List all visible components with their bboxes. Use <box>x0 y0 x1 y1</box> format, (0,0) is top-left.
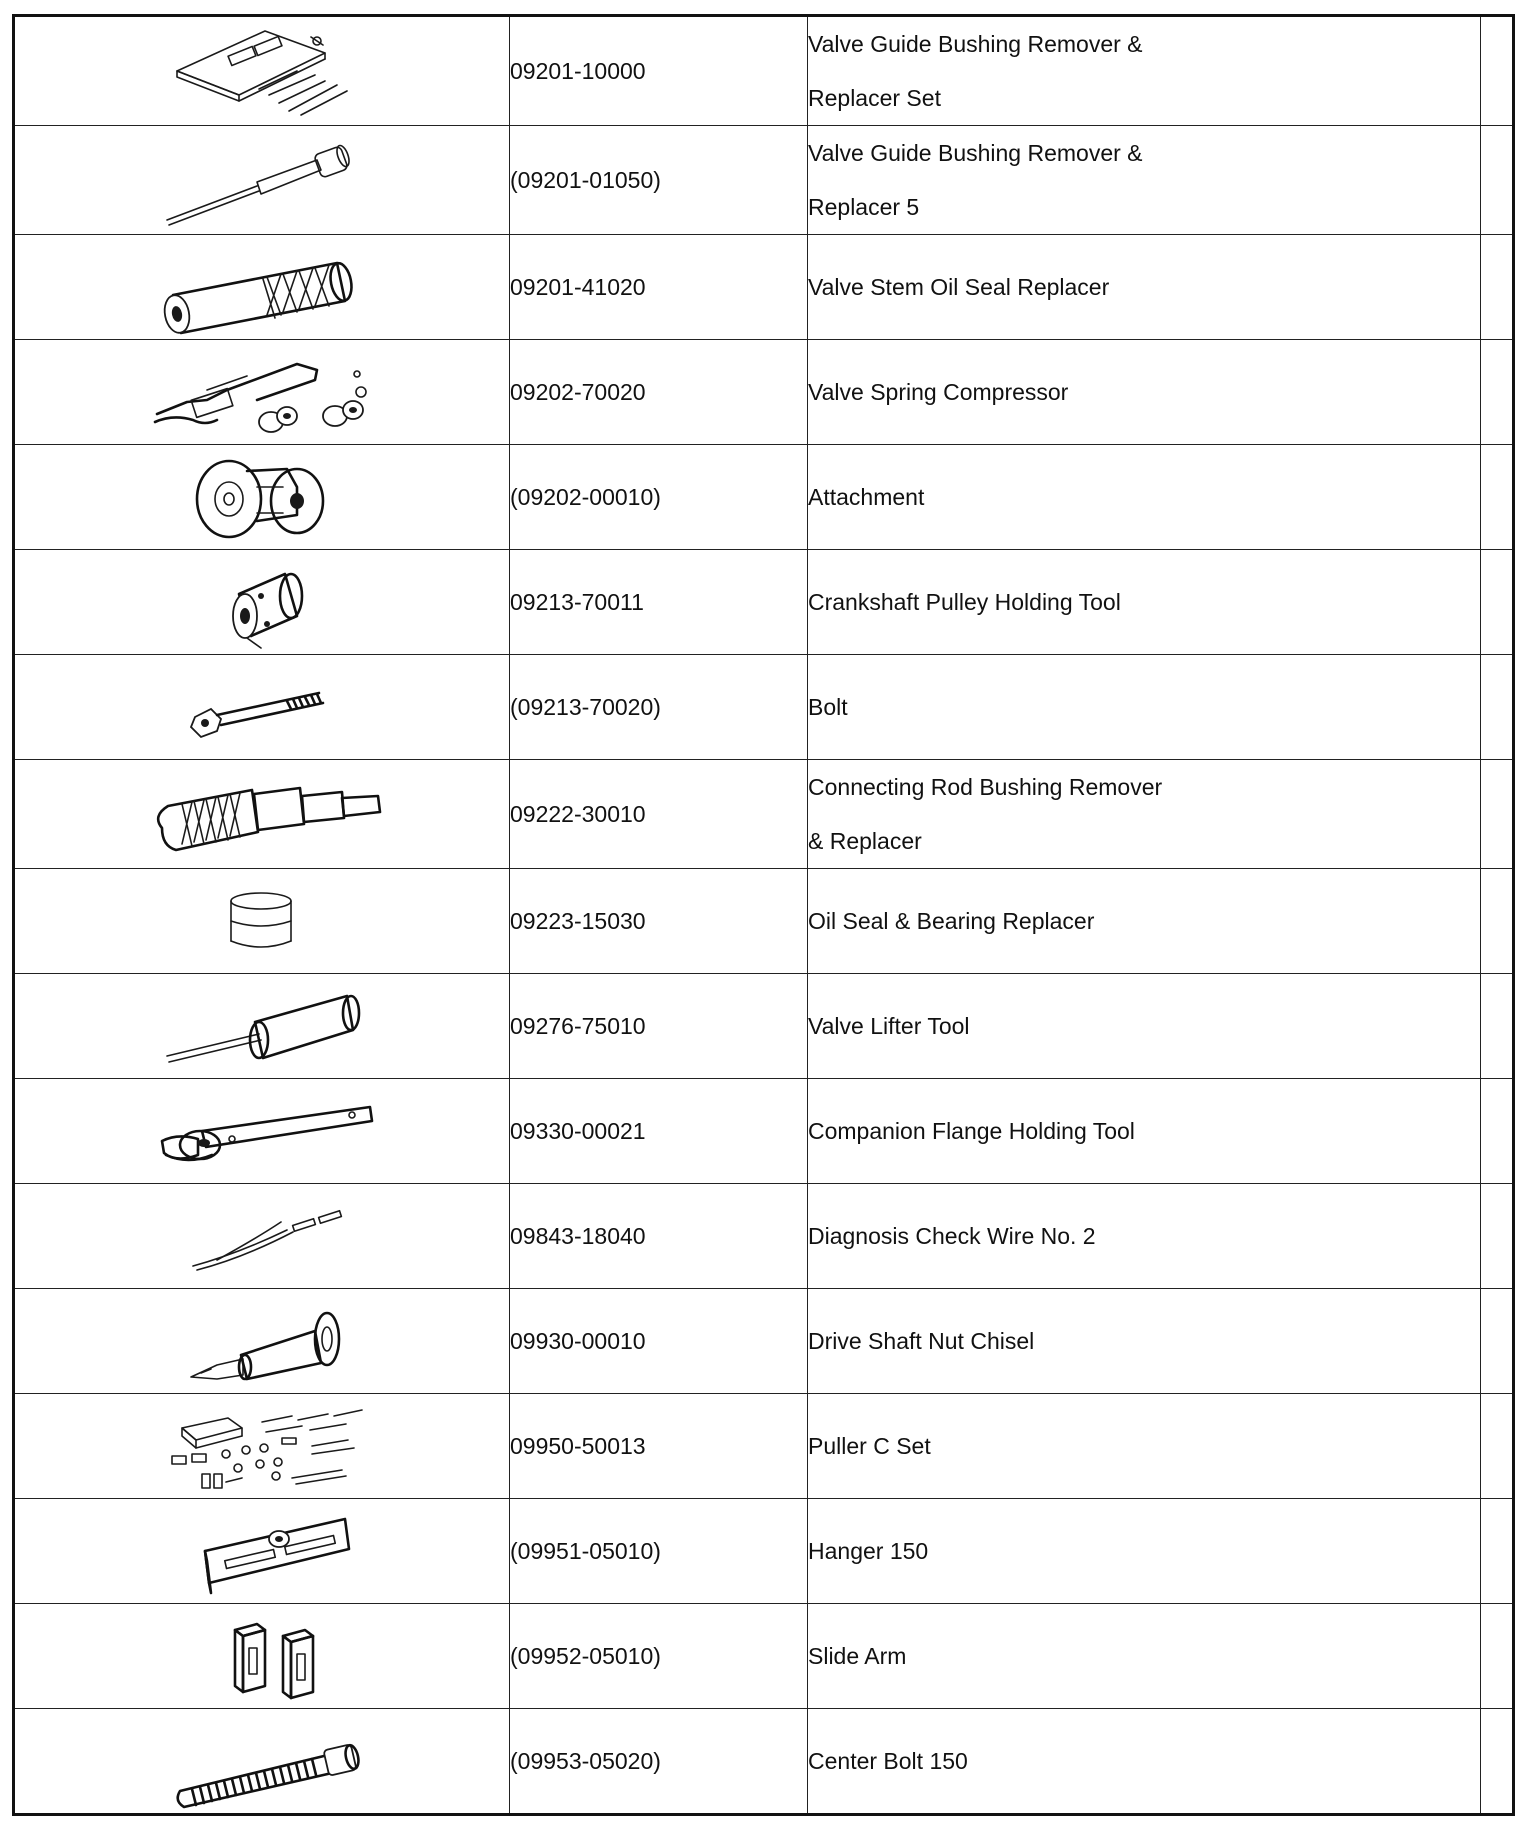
table-row <box>14 869 1514 974</box>
notes-cell <box>1481 550 1514 655</box>
notes-cell <box>1481 974 1514 1079</box>
tool-image-cell <box>14 1289 510 1394</box>
tool-name <box>808 1394 1481 1499</box>
tool-image-cell <box>14 16 510 126</box>
tool-name-line: Replacer 5 <box>808 194 920 220</box>
valve-guide-bushing-set-icon <box>147 23 377 119</box>
part-number: 09201-41020 <box>510 235 808 340</box>
tool-name <box>808 445 1481 550</box>
tool-name <box>808 550 1481 655</box>
notes-cell <box>1481 445 1514 550</box>
tool-image-cell <box>14 445 510 550</box>
notes-cell <box>1481 655 1514 760</box>
table-row <box>14 1289 1514 1394</box>
tool-name-line: & Replacer <box>808 828 922 854</box>
part-number: 09201-10000 <box>510 16 808 126</box>
tool-name-line: Oil Seal & Bearing Replacer <box>808 908 1095 934</box>
table-row <box>14 1394 1514 1499</box>
tool-image-cell <box>14 550 510 655</box>
table-row <box>14 1079 1514 1184</box>
table-row <box>14 445 1514 550</box>
tool-name-line: Companion Flange Holding Tool <box>808 1118 1135 1144</box>
tool-image-cell <box>14 1709 510 1815</box>
part-number: 09276-75010 <box>510 974 808 1079</box>
table-row <box>14 235 1514 340</box>
tool-image-cell <box>14 340 510 445</box>
check-wire-icon <box>147 1188 377 1284</box>
part-number: (09951-05010) <box>510 1499 808 1604</box>
puller-set-icon <box>142 1398 382 1494</box>
tool-name <box>808 1184 1481 1289</box>
part-number: 09222-30010 <box>510 760 808 869</box>
notes-cell <box>1481 126 1514 235</box>
tool-name <box>808 1604 1481 1709</box>
tool-name <box>808 869 1481 974</box>
tool-name <box>808 235 1481 340</box>
table-row <box>14 1709 1514 1815</box>
table-row <box>14 340 1514 445</box>
notes-cell <box>1481 16 1514 126</box>
part-number: (09952-05010) <box>510 1604 808 1709</box>
table-row <box>14 1499 1514 1604</box>
notes-cell <box>1481 1604 1514 1709</box>
hanger-icon <box>147 1503 377 1599</box>
tool-name-line: Attachment <box>808 484 925 510</box>
notes-cell <box>1481 1289 1514 1394</box>
special-tools-sheet <box>12 14 1512 1818</box>
tool-name-line: Diagnosis Check Wire No. 2 <box>808 1223 1096 1249</box>
slide-arm-icon <box>147 1608 377 1704</box>
part-number: 09930-00010 <box>510 1289 808 1394</box>
part-number: 09330-00021 <box>510 1079 808 1184</box>
nut-chisel-icon <box>147 1293 377 1389</box>
tool-name-line: Valve Spring Compressor <box>808 379 1069 405</box>
tool-image-cell <box>14 760 510 869</box>
table-row <box>14 974 1514 1079</box>
tool-name <box>808 655 1481 760</box>
notes-cell <box>1481 1394 1514 1499</box>
table-row <box>14 126 1514 235</box>
tool-name-line: Center Bolt 150 <box>808 1748 968 1774</box>
tool-image-cell <box>14 974 510 1079</box>
tool-name-line: Connecting Rod Bushing Remover <box>808 774 1163 800</box>
part-number: (09202-00010) <box>510 445 808 550</box>
tool-name <box>808 760 1481 869</box>
part-number: 09202-70020 <box>510 340 808 445</box>
tool-name-line: Hanger 150 <box>808 1538 929 1564</box>
part-number: 09223-15030 <box>510 869 808 974</box>
tool-image-cell <box>14 655 510 760</box>
notes-cell <box>1481 1184 1514 1289</box>
oil-seal-replacer-icon <box>147 239 377 335</box>
tool-image-cell <box>14 1394 510 1499</box>
tool-name-line: Replacer Set <box>808 85 941 111</box>
tool-name-line: Puller C Set <box>808 1433 931 1459</box>
notes-cell <box>1481 1499 1514 1604</box>
tool-name <box>808 126 1481 235</box>
tool-name <box>808 16 1481 126</box>
tool-name <box>808 1709 1481 1815</box>
table-row <box>14 550 1514 655</box>
tool-image-cell <box>14 126 510 235</box>
pulley-holding-tool-icon <box>147 554 377 650</box>
tool-image-cell <box>14 869 510 974</box>
tool-image-cell <box>14 1079 510 1184</box>
bearing-replacer-cup-icon <box>147 873 377 969</box>
tool-name <box>808 1289 1481 1394</box>
table-row <box>14 16 1514 126</box>
valve-lifter-tool-icon <box>147 978 377 1074</box>
tool-image-cell <box>14 1499 510 1604</box>
notes-cell <box>1481 869 1514 974</box>
flange-holding-tool-icon <box>142 1083 382 1179</box>
tool-name-line: Crankshaft Pulley Holding Tool <box>808 589 1121 615</box>
rod-bushing-remover-icon <box>132 766 392 862</box>
tool-name-line: Valve Stem Oil Seal Replacer <box>808 274 1110 300</box>
bolt-icon <box>147 659 377 755</box>
notes-cell <box>1481 340 1514 445</box>
part-number: (09213-70020) <box>510 655 808 760</box>
part-number: 09843-18040 <box>510 1184 808 1289</box>
part-number: (09201-01050) <box>510 126 808 235</box>
table-row <box>14 1604 1514 1709</box>
tool-name-line: Valve Lifter Tool <box>808 1013 970 1039</box>
table-row <box>14 760 1514 869</box>
spring-compressor-icon <box>147 344 377 440</box>
tool-name <box>808 340 1481 445</box>
notes-cell <box>1481 760 1514 869</box>
tool-name <box>808 1079 1481 1184</box>
part-number: 09213-70011 <box>510 550 808 655</box>
center-bolt-icon <box>142 1713 382 1809</box>
part-number: (09953-05020) <box>510 1709 808 1815</box>
tool-name <box>808 1499 1481 1604</box>
tool-name-line: Bolt <box>808 694 848 720</box>
tool-name-line: Drive Shaft Nut Chisel <box>808 1328 1035 1354</box>
tool-name-line: Valve Guide Bushing Remover & <box>808 31 1143 57</box>
tool-image-cell <box>14 1184 510 1289</box>
notes-cell <box>1481 235 1514 340</box>
tool-image-cell <box>14 1604 510 1709</box>
part-number: 09950-50013 <box>510 1394 808 1499</box>
tool-name-line: Valve Guide Bushing Remover & <box>808 140 1143 166</box>
table-row <box>14 655 1514 760</box>
bushing-remover-rod-icon <box>147 132 377 228</box>
tool-name <box>808 974 1481 1079</box>
tool-image-cell <box>14 235 510 340</box>
table-row <box>14 1184 1514 1289</box>
notes-cell <box>1481 1709 1514 1815</box>
attachment-icon <box>147 449 377 545</box>
notes-cell <box>1481 1079 1514 1184</box>
tool-name-line: Slide Arm <box>808 1643 907 1669</box>
special-tools-table <box>12 14 1515 1816</box>
